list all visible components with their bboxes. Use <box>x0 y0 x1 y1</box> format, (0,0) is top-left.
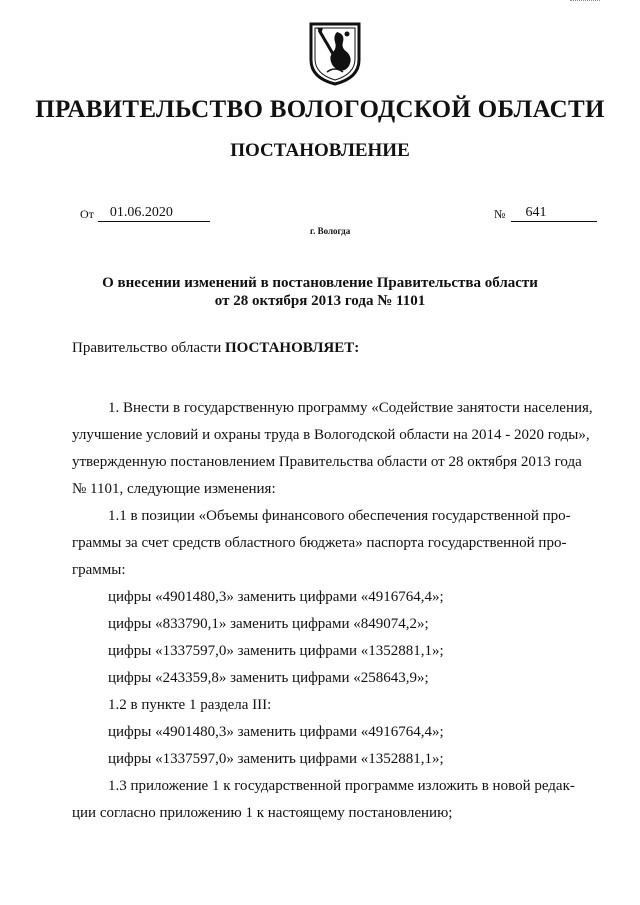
paragraph-1-2: 1.2 в пункте 1 раздела III: <box>108 697 272 713</box>
date-field <box>80 205 210 222</box>
date-value: 01.06.2020 <box>98 205 210 222</box>
paragraph-1-3-line-2: ции согласно приложению 1 к настоящему постановлению; <box>72 805 453 821</box>
government-title: ПРАВИТЕЛЬСТВО ВОЛОГОДСКОЙ ОБЛАСТИ <box>35 96 605 123</box>
number-field <box>494 205 597 222</box>
paragraph-1-line-4: № 1101, следующие изменения: <box>72 481 276 497</box>
lead-prefix: Правительство области <box>72 340 225 356</box>
scan-mark <box>570 0 600 5</box>
paragraph-1-line-3: утвержденную постановлением Правительства области от 28 октября 2013 года <box>72 454 582 470</box>
document-type-title: ПОСТАНОВЛЕНИЕ <box>230 140 410 161</box>
document-subject <box>0 274 640 310</box>
document-body <box>72 395 600 827</box>
replacement-line: цифры «1337597,0» заменить цифрами «1352881,1»; <box>108 643 444 659</box>
number-value: 641 <box>511 205 597 222</box>
replacement-line: цифры «833790,1» заменить цифрами «849074,2»; <box>108 616 429 632</box>
paragraph-1-1-line-3: граммы: <box>72 562 126 578</box>
paragraph-1-line-2: улучшение условий и охраны труда в Вологодской области на 2014 - 2020 годы», <box>72 427 590 443</box>
date-label: От <box>80 207 94 221</box>
lead-keyword: ПОСТАНОВЛЯЕТ: <box>224 340 360 356</box>
replacement-line: цифры «1337597,0» заменить цифрами «1352881,1»; <box>108 751 444 767</box>
lead-sentence <box>72 340 359 357</box>
subject-line-2: от 28 октября 2013 года № 1101 <box>214 293 426 309</box>
replacement-line: цифры «243359,8» заменить цифрами «258643,9»; <box>108 670 429 686</box>
coat-of-arms-icon <box>307 20 363 86</box>
subject-line-1: О внесении изменений в постановление Правительства области <box>102 275 538 291</box>
paragraph-1-line-1: 1. Внести в государственную программу «Содействие занятости населения, <box>108 400 593 416</box>
city-label: г. Вологда <box>310 226 351 236</box>
replacement-line: цифры «4901480,3» заменить цифрами «4916764,4»; <box>108 724 444 740</box>
replacement-line: цифры «4901480,3» заменить цифрами «4916764,4»; <box>108 589 444 605</box>
number-label: № <box>494 207 506 221</box>
paragraph-1-3-line-1: 1.3 приложение 1 к государственной программе изложить в новой редак- <box>108 778 575 794</box>
paragraph-1-1-line-1: 1.1 в позиции «Объемы финансового обеспечения государственной про- <box>108 508 571 524</box>
paragraph-1-1-line-2: граммы за счет средств областного бюджета» паспорта государственной про- <box>72 535 567 551</box>
